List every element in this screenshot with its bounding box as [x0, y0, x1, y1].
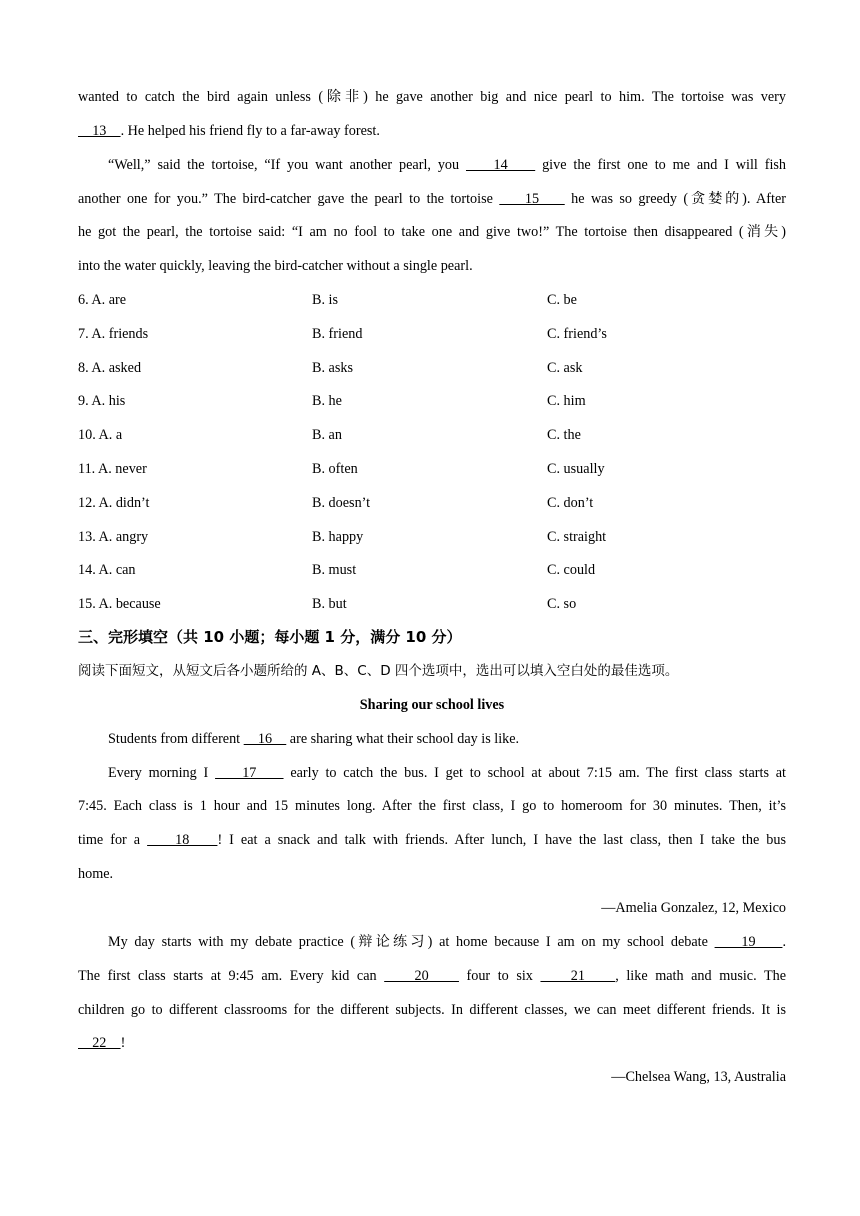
- passage-p2-line-2: 7:45. Each class is 1 hour and 15 minutes long. After the first class, I go to homeroom for 30 minutes. Then, it’s: [78, 798, 786, 814]
- option-6-a: 6. A. are: [78, 292, 127, 308]
- story-line-3: “Well,” said the tortoise, “If you want another pearl, you 14 give the first one to me and I will fish: [108, 157, 786, 173]
- option-8-c: C. ask: [547, 360, 583, 376]
- option-10-a: 10. A. a: [78, 427, 123, 443]
- option-14-c: C. could: [547, 562, 596, 578]
- option-7-b: B. friend: [312, 326, 363, 342]
- passage-p3-line-3: children go to different classrooms for the different subjects. In different classes, we can meet different friends. It is: [78, 1002, 786, 1018]
- story-line-6: into the water quickly, leaving the bird-catcher without a single pearl.: [78, 258, 473, 274]
- option-15-a: 15. A. because: [78, 596, 161, 612]
- passage-p3-line-4: 22 !: [78, 1035, 126, 1051]
- instructions: 阅读下面短文，从短文后各小题所给的 A、B、C、D 四个选项中，选出可以填入空白处的最佳选项。: [78, 663, 679, 679]
- option-15-b: B. but: [312, 596, 347, 612]
- option-12-b: B. doesn’t: [312, 495, 371, 511]
- blank-18: 18: [147, 832, 218, 848]
- story-line-4: another one for you.” The bird-catcher gave the pearl to the tortoise 15 he was so greedy (贪婪的). After: [78, 191, 786, 207]
- option-14-a: 14. A. can: [78, 562, 136, 578]
- option-14-b: B. must: [312, 562, 357, 578]
- blank-21: 21: [540, 968, 616, 984]
- option-10-b: B. an: [312, 427, 342, 443]
- blank-13: 13: [78, 123, 121, 139]
- option-9-c: C. him: [547, 393, 586, 409]
- signature-1: —Amelia Gonzalez, 12, Mexico: [601, 900, 786, 916]
- passage-title: Sharing our school lives: [359, 697, 505, 713]
- story-line-5: he got the pearl, the tortoise said: “I am no fool to take one and give two!” The tortoise then disappeared (消失): [78, 224, 786, 240]
- option-6-b: B. is: [312, 292, 339, 308]
- blank-16: 16: [243, 731, 287, 747]
- option-13-b: B. happy: [312, 529, 364, 545]
- story-line-2: 13 . He helped his friend fly to a far-away forest.: [78, 123, 380, 139]
- option-12-a: 12. A. didn’t: [78, 495, 150, 511]
- option-11-c: C. usually: [547, 461, 605, 477]
- passage-p3-line-1: My day starts with my debate practice (辩论练习) at home because I am on my school debate 19 .: [108, 934, 786, 950]
- option-12-c: C. don’t: [547, 495, 594, 511]
- story-line-1: wanted to catch the bird again unless (除非) he gave another big and nice pearl to him. The tortoise was very: [78, 89, 786, 105]
- option-7-a: 7. A. friends: [78, 326, 149, 342]
- option-9-b: B. he: [312, 393, 342, 409]
- blank-14: 14: [465, 157, 536, 173]
- passage-p3-line-2: The first class starts at 9:45 am. Every kid can 20 four to six 21 , like math and music. The: [78, 968, 786, 984]
- passage-p1: Students from different 16 are sharing what their school day is like.: [108, 731, 520, 747]
- blank-20: 20: [384, 968, 459, 984]
- passage-p2-line-1: Every morning I 17 early to catch the bus. I get to school at about 7:15 am. The first class starts at: [108, 765, 786, 781]
- option-11-a: 11. A. never: [78, 461, 147, 477]
- option-9-a: 9. A. his: [78, 393, 126, 409]
- option-8-a: 8. A. asked: [78, 360, 142, 376]
- blank-19: 19: [714, 934, 783, 950]
- blank-15: 15: [499, 191, 565, 207]
- blank-17: 17: [215, 765, 284, 781]
- option-13-c: C. straight: [547, 529, 607, 545]
- option-8-b: B. asks: [312, 360, 353, 376]
- option-7-c: C. friend’s: [547, 326, 607, 342]
- option-10-c: C. the: [547, 427, 581, 443]
- passage-p2-line-4: home.: [78, 866, 114, 882]
- option-6-c: C. be: [547, 292, 577, 308]
- option-11-b: B. often: [312, 461, 358, 477]
- section-heading: 三、完形填空（共 10 小题；每小题 1 分，满分 10 分）: [78, 628, 462, 646]
- passage-p2-line-3: time for a 18 ! I eat a snack and talk with friends. After lunch, I have the last class, then I take the bus: [78, 832, 786, 848]
- option-15-c: C. so: [547, 596, 577, 612]
- signature-2: —Chelsea Wang, 13, Australia: [611, 1069, 786, 1085]
- option-13-a: 13. A. angry: [78, 529, 149, 545]
- blank-22: 22: [78, 1035, 121, 1051]
